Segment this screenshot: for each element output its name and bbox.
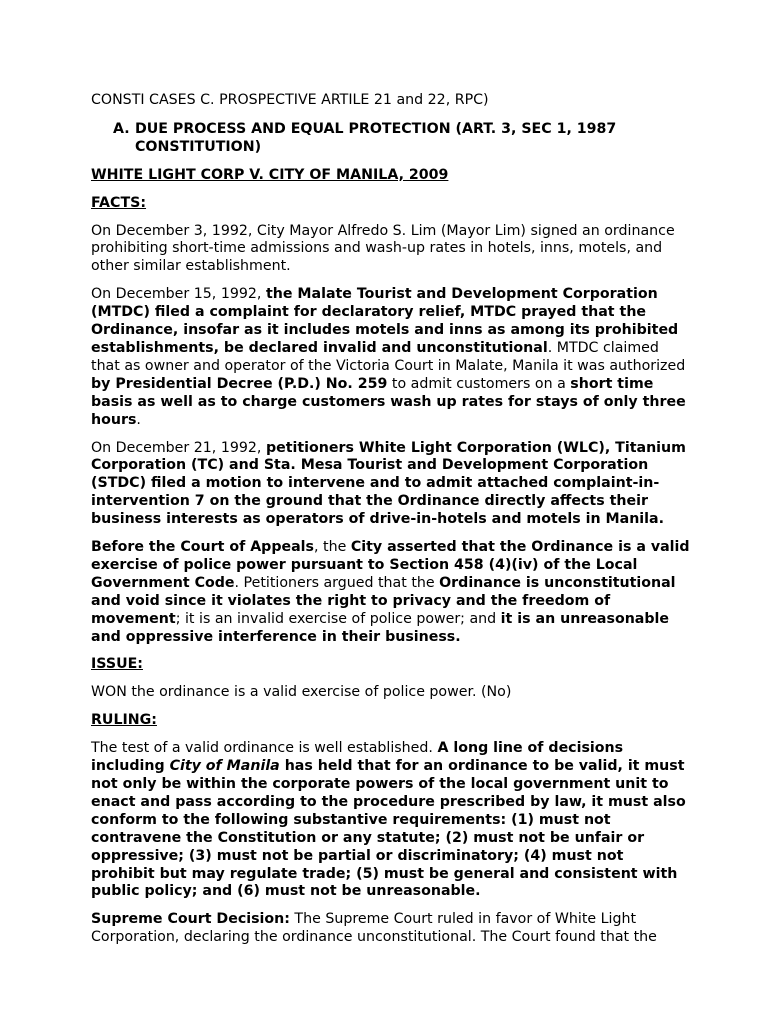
text-run: On December 21, 1992, bbox=[91, 439, 266, 456]
text-run: The test of a valid ordinance is well established. bbox=[91, 740, 438, 757]
bold-run: petitioners White Light Corporation (WLC), Titanium Corporation (TC) and Sta. Mesa Tourist and Development Corporation (STDC) filed a motion to intervene and to admit attached complaint-in-intervention 7 on the ground that the Ordinance directly affects their business interests as operators of drive-in-hotels and motels in Manila. bbox=[91, 439, 686, 528]
document-title: CONSTI CASES C. PROSPECTIVE ARTILE 21 and 22, RPC) bbox=[91, 92, 489, 108]
issue-heading: ISSUE: bbox=[91, 656, 143, 673]
bold-run: short time basis as well as to charge customers wash up rates for stays of only three hours bbox=[91, 375, 686, 428]
text-run: . bbox=[136, 411, 141, 428]
bold-run: City asserted that the Ordinance is a valid exercise of police power pursuant to Section 458 (4)(iv) of the Local Government Code bbox=[91, 539, 690, 591]
decision-label: Supreme Court Decision: bbox=[91, 911, 290, 928]
bold-run: the Malate Tourist and Development Corporation (MTDC) filed a complaint for declaratory relief, MTDC prayed that the Ordinance, insofar as it includes motels and inns as among its prohibited establishments, be declared invalid and unconstitutional bbox=[91, 286, 679, 356]
ruling-paragraph bbox=[91, 740, 691, 901]
case-title: WHITE LIGHT CORP V. CITY OF MANILA, 2009 bbox=[91, 166, 449, 183]
text-run: . Petitioners argued that the bbox=[234, 574, 440, 591]
text-run: , the bbox=[314, 539, 351, 556]
issue-text: WON the ordinance is a valid exercise of police power. (No) bbox=[91, 684, 512, 701]
facts-paragraph-3 bbox=[91, 440, 691, 530]
facts-heading: FACTS: bbox=[91, 194, 147, 211]
italic-case-name: City of Manila bbox=[169, 758, 280, 775]
ruling-heading: RULING: bbox=[91, 712, 157, 729]
bold-run: it is an unreasonable and oppressive interference in their business. bbox=[91, 610, 670, 645]
section-a-number: A. bbox=[113, 120, 130, 137]
section-a-text: DUE PROCESS AND EQUAL PROTECTION (ART. 3, SEC 1, 1987 CONSTITUTION) bbox=[135, 120, 617, 155]
supreme-court-decision bbox=[91, 911, 691, 947]
bold-run: Ordinance is unconstitutional and void since it violates the right to privacy and the freedom of movement bbox=[91, 574, 676, 627]
document-body bbox=[91, 92, 691, 957]
facts-paragraph-2 bbox=[91, 286, 691, 429]
section-a-heading bbox=[113, 121, 691, 157]
text-run: . MTDC claimed that as owner and operator of the Victoria Court in Malate, Manila it was authorized bbox=[91, 339, 686, 374]
text-run: The Supreme Court ruled in favor of White Light Corporation, declaring the ordinance unconstitutional. The Court found that the bbox=[91, 911, 657, 946]
text-run: On December 15, 1992, bbox=[91, 286, 266, 303]
bold-run: by Presidential Decree (P.D.) No. 259 bbox=[91, 375, 388, 392]
bold-run: A long line of decisions including bbox=[91, 740, 624, 775]
text-run: to admit customers on a bbox=[387, 375, 571, 392]
text-run: ; it is an invalid exercise of police power; and bbox=[175, 610, 501, 627]
facts-paragraph-4 bbox=[91, 539, 691, 646]
bold-run: has held that for an ordinance to be valid, it must not only be within the corporate powers of the local government unit to enact and pass according to the procedure prescribed by law, it must also conform to the following substantive requirements: (1) must not contravene the Constitution or any statute; (2) must not be unfair or oppressive; (3) must not be partial or discriminatory; (4) must not prohibit but may regulate trade; (5) must be general and consistent with public policy; and (6) must not be unreasonable. bbox=[91, 758, 686, 900]
bold-run: Before the Court of Appeals bbox=[91, 539, 314, 556]
facts-paragraph-1: On December 3, 1992, City Mayor Alfredo S. Lim (Mayor Lim) signed an ordinance prohibiting short-time admissions and wash-up rates in hotels, inns, motels, and other similar establishment. bbox=[91, 222, 675, 275]
